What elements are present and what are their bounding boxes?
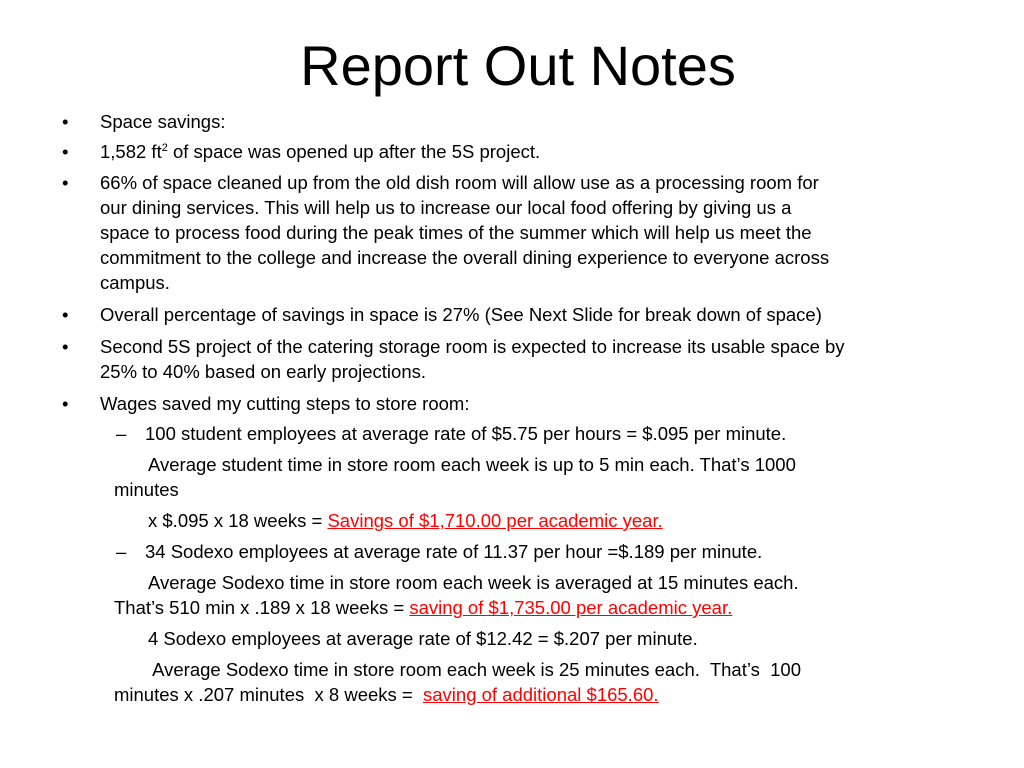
sub-student-detail-line: Average student time in store room each week is up to 5 min each. That’s 1000 — [148, 454, 796, 475]
bullet-dish-room-line: 66% of space cleaned up from the old dish room will allow use as a processing room for — [100, 172, 819, 193]
student-calc-text: x $.095 x 18 weeks = — [148, 510, 328, 531]
sodexo-calc-text: That’s 510 min x .189 x 18 weeks = — [114, 597, 410, 618]
square-feet-value: 1,582 ft — [100, 141, 162, 162]
sodexo-savings-highlight: saving of $1,735.00 per academic year. — [409, 597, 733, 618]
bullet-dish-room-line: space to process food during the peak times of the summer which will help us meet the — [100, 222, 812, 243]
bullet-marker: • — [62, 111, 69, 132]
bullet-marker: • — [62, 304, 69, 325]
bullet-dish-room-line: commitment to the college and increase the overall dining experience to everyone across — [100, 247, 830, 268]
dash-marker: – — [116, 423, 127, 444]
bullet-square-feet — [100, 139, 540, 164]
bullet-wages-saved: Wages saved my cutting steps to store room: — [100, 393, 470, 414]
sub-sodexo-detail-line: Average Sodexo time in store room each week is averaged at 15 minutes each. — [148, 572, 799, 593]
bullet-marker: • — [62, 336, 69, 357]
sub-sodexo-employees: 34 Sodexo employees at average rate of 11.37 per hour =$.189 per minute. — [145, 541, 763, 562]
sub-student-calculation — [148, 508, 663, 533]
bullet-marker: • — [62, 393, 69, 414]
sub-four-sodexo-detail-line: Average Sodexo time in store room each week is 25 minutes each. That’s 100 — [148, 659, 802, 680]
bullet-catering-line: Second 5S project of the catering storage room is expected to increase its usable space by — [100, 336, 845, 357]
bullet-marker: • — [62, 172, 69, 193]
four-sodexo-calc-text: minutes x .207 minutes x 8 weeks = — [114, 684, 423, 705]
bullet-space-savings: Space savings: — [100, 111, 226, 132]
sub-student-detail-line: minutes — [114, 479, 179, 500]
student-savings-highlight: Savings of $1,710.00 per academic year. — [327, 510, 663, 531]
sub-four-sodexo-employees: 4 Sodexo employees at average rate of $12.42 = $.207 per minute. — [148, 628, 698, 649]
square-feet-text: of space was opened up after the 5S project. — [167, 141, 541, 162]
dash-marker: – — [116, 541, 127, 562]
sub-student-employees: 100 student employees at average rate of $5.75 per hours = $.095 per minute. — [145, 423, 787, 444]
bullet-dish-room-line: campus. — [100, 272, 170, 293]
bullet-dish-room-line: our dining services. This will help us to increase our local food offering by giving us a — [100, 197, 792, 218]
additional-savings-highlight: saving of additional $165.60. — [423, 684, 659, 705]
square-feet-superscript: 2 — [161, 142, 168, 154]
slide-title: Report Out Notes — [300, 34, 736, 97]
bullet-marker: • — [62, 141, 69, 162]
sub-four-sodexo-calculation — [114, 682, 659, 707]
bullet-catering-line: 25% to 40% based on early projections. — [100, 361, 427, 382]
sub-sodexo-calculation — [114, 595, 732, 620]
bullet-overall-percentage: Overall percentage of savings in space is 27% (See Next Slide for break down of space) — [100, 304, 822, 325]
